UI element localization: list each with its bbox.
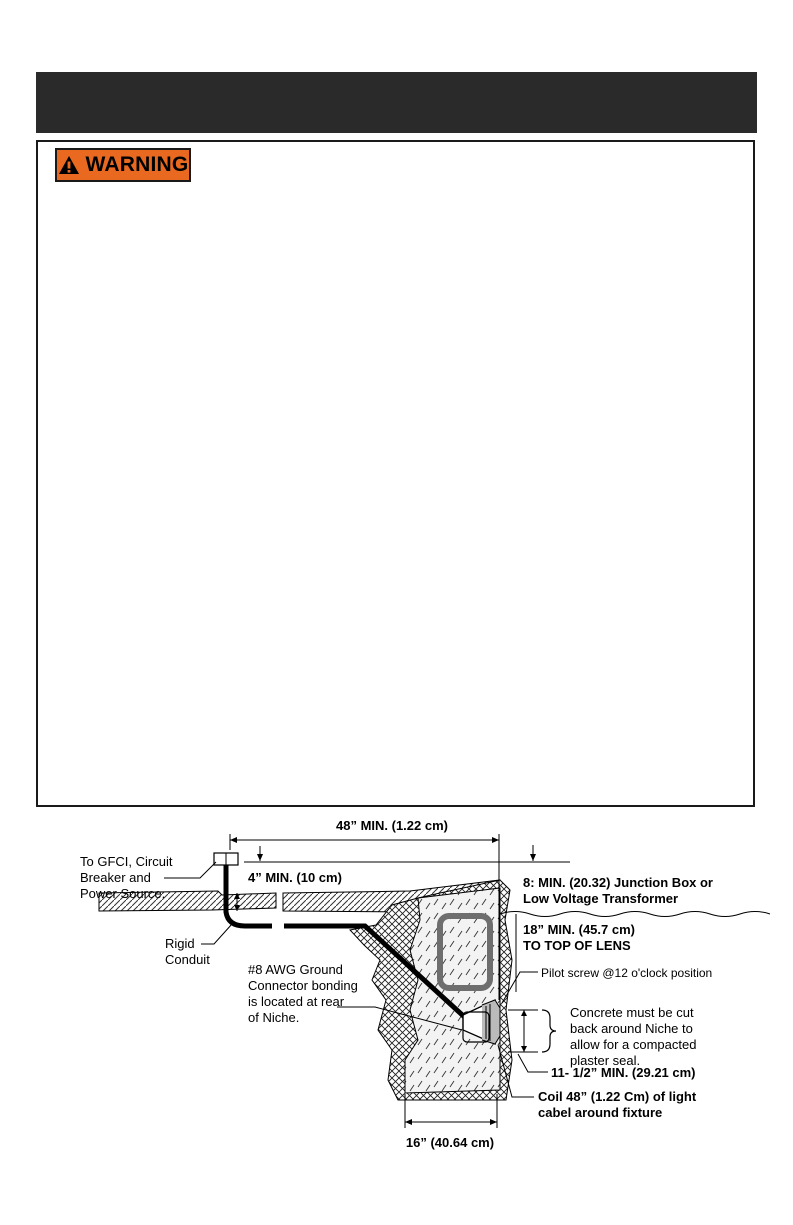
svg-text:Concrete must be cut: Concrete must be cut [570, 1005, 694, 1020]
svg-text:18” MIN. (45.7 cm): 18” MIN. (45.7 cm) [523, 922, 635, 937]
svg-text:Rigid: Rigid [165, 936, 195, 951]
svg-text:Coil 48” (1.22 Cm) of light: Coil 48” (1.22 Cm) of light [538, 1089, 697, 1104]
svg-text:Power Source.: Power Source. [80, 886, 166, 901]
coil-label [538, 1089, 697, 1120]
svg-text:Breaker and: Breaker and [80, 870, 151, 885]
pool-wall-mass [350, 880, 512, 1100]
dim-fixture-height [508, 1010, 538, 1052]
svg-text:plaster seal.: plaster seal. [570, 1053, 641, 1068]
dim-48-label: 48” MIN. (1.22 cm) [336, 818, 448, 833]
svg-text:TO TOP OF LENS: TO TOP OF LENS [523, 938, 631, 953]
svg-text:back around Niche to: back around Niche to [570, 1021, 693, 1036]
pilot-screw-label: Pilot screw @12 o'clock position [541, 966, 713, 980]
gfci-label [80, 854, 173, 901]
svg-text:is located at rear: is located at rear [248, 994, 345, 1009]
rigid-conduit-label [165, 936, 210, 967]
ground-connector-label [248, 962, 358, 1025]
svg-text:allow for a compacted: allow for a compacted [570, 1037, 697, 1052]
dim-16-label: 16” (40.64 cm) [405, 1135, 495, 1150]
svg-text:cabel around fixture: cabel around fixture [538, 1105, 663, 1120]
top-of-lens-label [523, 922, 635, 953]
svg-text:8: MIN. (20.32) Junction Box o: 8: MIN. (20.32) Junction Box or [523, 875, 713, 890]
svg-text:Conduit: Conduit [165, 952, 210, 967]
svg-text:of Niche.: of Niche. [248, 1010, 300, 1025]
svg-text:To GFCI, Circuit: To GFCI, Circuit [80, 854, 173, 869]
svg-text:Low Voltage Transformer: Low Voltage Transformer [523, 891, 679, 906]
svg-text:#8 AWG Ground: #8 AWG Ground [248, 962, 343, 977]
warning-label: WARNING [85, 153, 189, 176]
junction-box-label [523, 875, 713, 906]
concrete-brace [542, 1010, 556, 1052]
svg-text:Connector bonding: Connector bonding [248, 978, 358, 993]
concrete-note [570, 1005, 696, 1068]
dim-4-label: 4” MIN. (10 cm) [248, 870, 342, 885]
dim-11-label: 11- 1/2” MIN. (29.21 cm) [551, 1065, 696, 1080]
water-line [500, 912, 770, 917]
